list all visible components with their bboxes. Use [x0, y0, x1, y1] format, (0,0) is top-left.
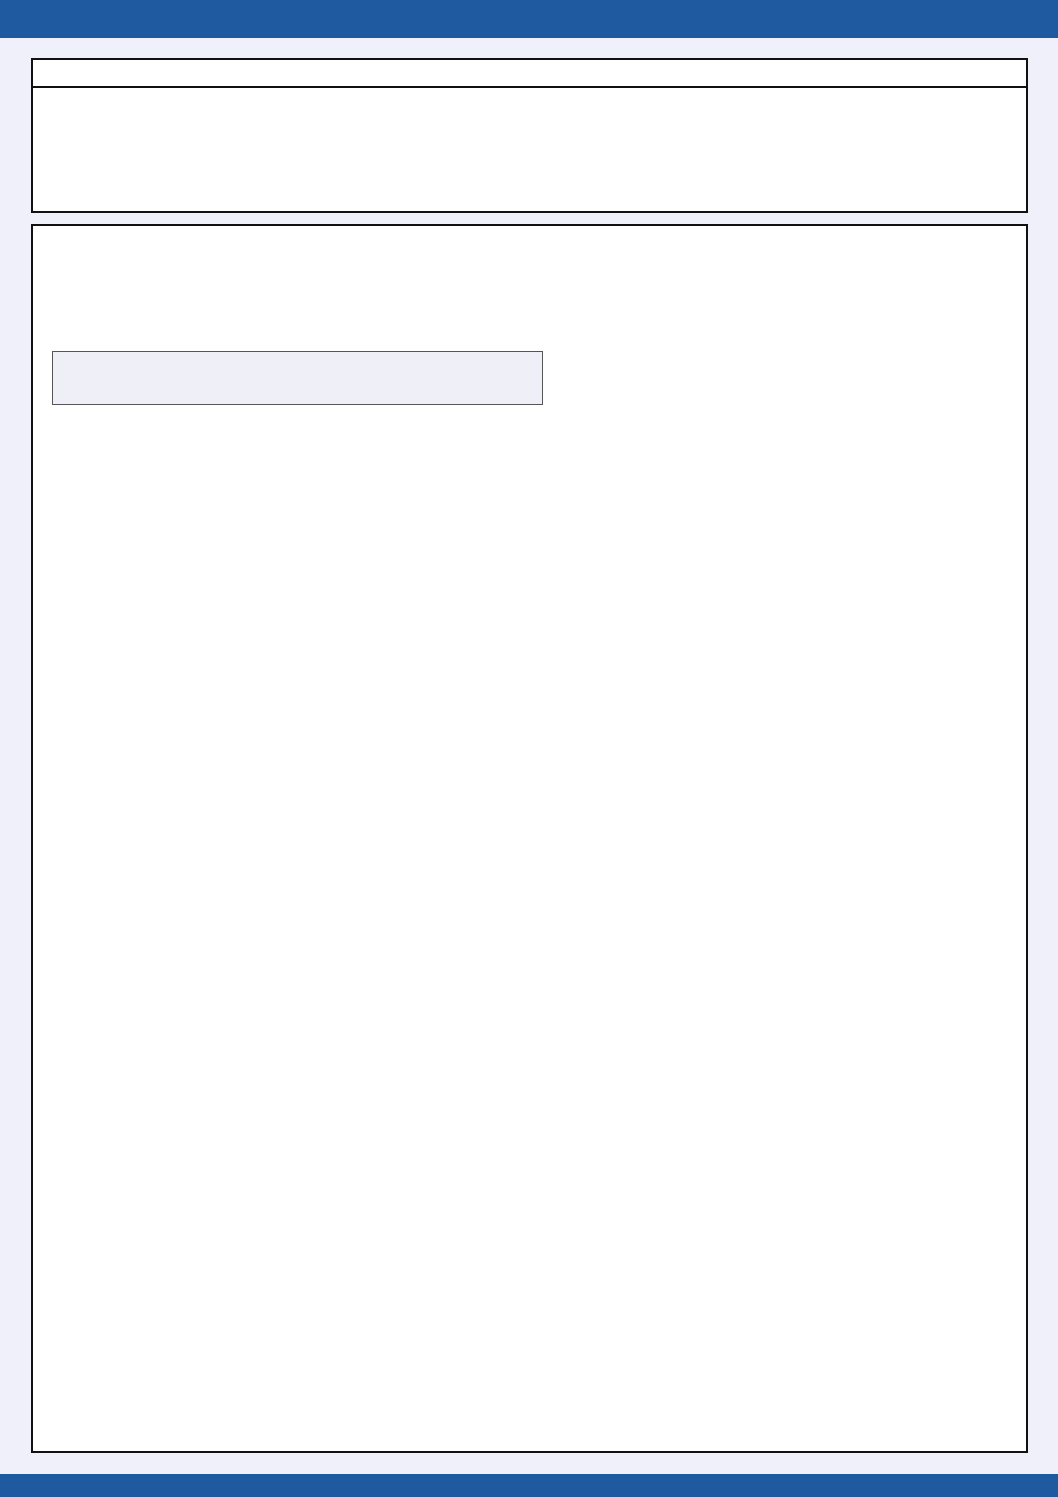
footer — [0, 1474, 1058, 1497]
remarks-box — [52, 351, 543, 405]
